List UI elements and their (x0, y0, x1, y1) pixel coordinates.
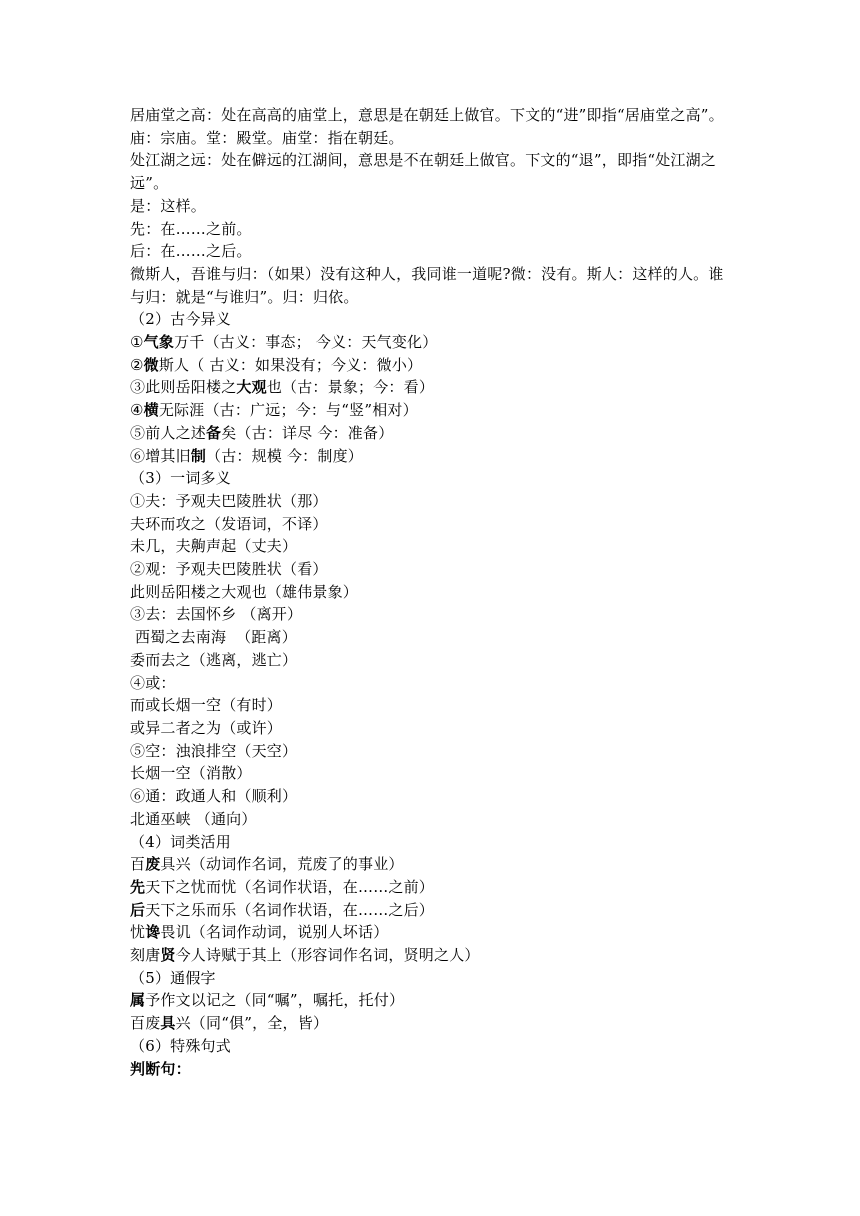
item-text: 斯人（ 古义：如果没有；今义：微小） (158, 355, 423, 374)
key-word: 属 (130, 991, 146, 1010)
item-text: （古：规模 今：制度） (206, 446, 363, 465)
list-item (130, 422, 734, 445)
item-text: 百 (130, 855, 146, 874)
section-heading-ancient-modern: （2）古今异义 (130, 310, 231, 329)
section-heading-polysemy: （3）一词多义 (130, 469, 231, 488)
item-text: 矣（古：详尽 今：准备） (221, 423, 394, 442)
key-word: 谗 (145, 923, 161, 942)
document-body (130, 104, 734, 1080)
key-word: 后 (130, 900, 146, 919)
list-item (130, 1012, 734, 1035)
item-text: 畏讥（名词作动词，说别人坏话） (160, 923, 389, 942)
item-text: 百废 (130, 1014, 161, 1033)
list-item: ③去：去国怀乡 （离开） (130, 605, 303, 624)
note-line: 处江湖之远：处在僻远的江湖间，意思是不在朝廷上做官。下文的“退”，即指“处江湖之远”。 (130, 151, 717, 193)
list-item (130, 399, 734, 422)
list-item (130, 376, 734, 399)
note-line: 后：在……之后。 (130, 242, 252, 261)
list-item: 夫环而攻之（发语词，不译） (130, 514, 328, 533)
note-line: 微斯人，吾谁与归：（如果）没有这种人，我同谁一道呢?微：没有。斯人：这样的人。谁与归：就是“与谁归”。归：归依。 (130, 264, 724, 306)
note-line: 先：在……之前。 (130, 219, 252, 238)
item-text: 兴（同“俱”，全，皆） (175, 1014, 329, 1033)
key-word: 备 (206, 423, 222, 442)
item-text: ② (130, 355, 144, 374)
item-text: 今人诗赋于其上（形容词作名词，贤明之人） (175, 946, 480, 965)
sub-heading-judgment: 判断句： (130, 1059, 191, 1078)
section-heading-word-class: （4）词类活用 (130, 832, 231, 851)
list-item: 此则岳阳楼之大观也（雄伟景象） (130, 582, 359, 601)
list-item (130, 989, 734, 1012)
list-item: 北通巫峡 （通向） (130, 809, 257, 828)
list-item: ⑤空：浊浪排空（天空） (130, 741, 298, 760)
list-item: 未几，夫齁声起（丈夫） (130, 537, 298, 556)
list-item (130, 445, 734, 468)
list-item: 委而去之（逃离，逃亡） (130, 650, 298, 669)
key-word: 贤 (160, 946, 176, 965)
item-text: 也（古：景象；今：看） (266, 378, 435, 397)
section-heading-loan-characters: （5）通假字 (130, 968, 216, 987)
key-word: 微 (143, 355, 159, 374)
list-item: 或异二者之为（或许） (130, 718, 283, 737)
list-item (130, 899, 734, 922)
key-word: 制 (190, 446, 207, 465)
key-word: 先 (130, 877, 146, 896)
list-item (130, 331, 734, 354)
list-item (130, 876, 734, 899)
item-text: ④ (130, 401, 144, 420)
item-text: 具兴（动词作名词，荒废了的事业） (160, 855, 404, 874)
list-item: 西蜀之去南海 （距离） (130, 628, 297, 647)
note-line: 居庙堂之高：处在高高的庙堂上，意思是在朝廷上做官。下文的“进”即指“居庙堂之高”。 (130, 106, 724, 124)
key-word: 具 (160, 1014, 176, 1033)
key-word: 横 (143, 401, 159, 420)
item-text: ⑤前人之述 (130, 423, 207, 442)
list-item: ⑥通：政通人和（顺利） (130, 787, 298, 806)
key-word: 大观 (236, 378, 267, 397)
item-text: 天下之忧而忧（名词作状语，在……之前） (145, 877, 435, 896)
item-text: 无际涯（古：广远；今：与“竖”相对） (158, 401, 418, 420)
item-text: 刻唐 (130, 946, 161, 965)
list-item: ②观：予观夫巴陵胜状（看） (130, 560, 328, 579)
item-text: ③此则岳阳楼之 (130, 378, 237, 397)
item-text: 万千（古义：事态； 今义：天气变化） (174, 333, 438, 352)
list-item (130, 853, 734, 876)
item-text: 天下之乐而乐（名词作状语，在……之后） (145, 900, 435, 919)
list-item (130, 354, 734, 377)
list-item: 而或长烟一空（有时） (130, 696, 283, 715)
item-text: ⑥增其旧 (130, 446, 191, 465)
item-text: 予作文以记之（同“嘱”，嘱托，托付） (145, 991, 405, 1010)
note-line: 是：这样。 (130, 196, 207, 215)
key-word: 气象 (143, 333, 175, 352)
list-item: ④或： (130, 673, 176, 692)
list-item (130, 944, 734, 967)
item-text: ① (130, 333, 144, 352)
list-item (130, 921, 734, 944)
list-item: ①夫：予观夫巴陵胜状（那） (130, 491, 328, 510)
section-heading-special-sentences: （6）特殊句式 (130, 1036, 231, 1055)
list-item: 长烟一空（消散） (130, 764, 252, 783)
item-text: 忧 (130, 923, 146, 942)
note-line: 庙：宗庙。堂：殿堂。庙堂：指在朝廷。 (130, 128, 404, 147)
key-word: 废 (145, 855, 161, 874)
